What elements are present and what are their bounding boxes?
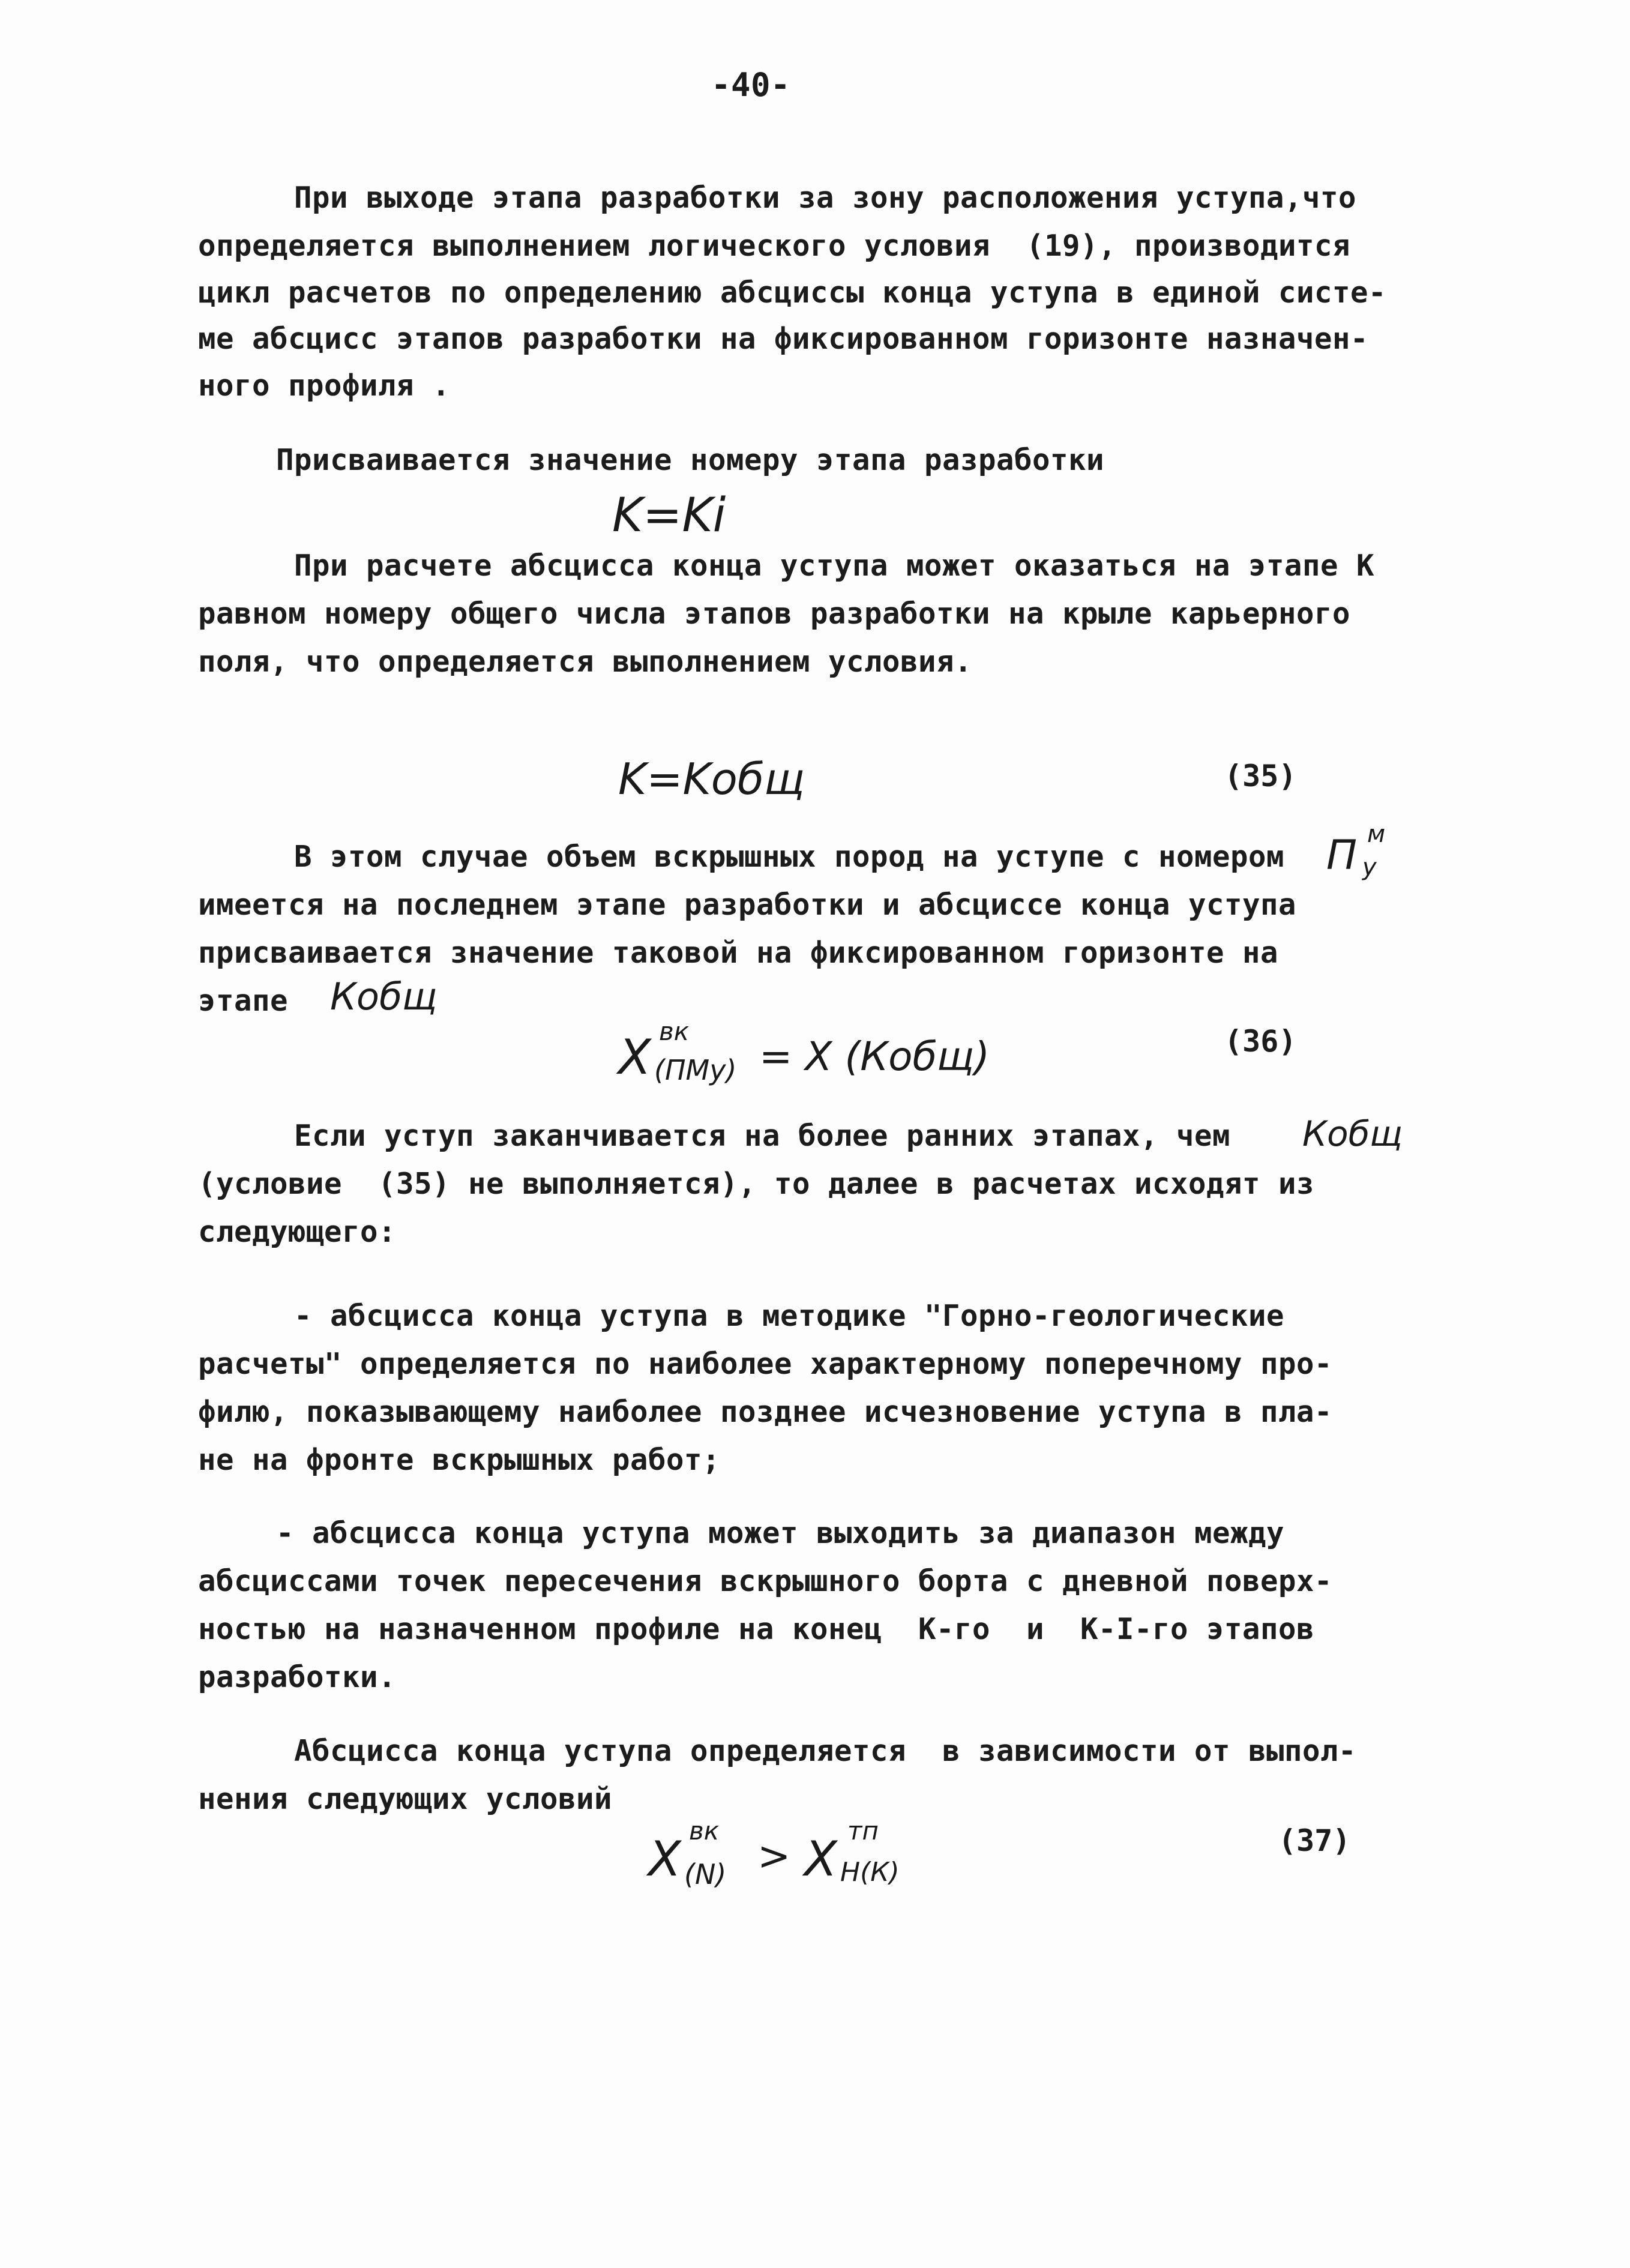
bullet-1-line-1: - абсцисса конца уступа в методике "Горно-геологические	[294, 1299, 1285, 1333]
formula-37-sup2: тп	[847, 1816, 879, 1845]
formula-36-sup: вк	[659, 1017, 690, 1046]
equation-number-35: (35)	[1224, 759, 1297, 793]
bullet-1-line-3: филю, показывающему наиболее позднее исчезновение уступа в пла-	[198, 1395, 1333, 1429]
formula-37-x2: X	[804, 1831, 837, 1887]
bench-number-symbol-sub: у	[1362, 853, 1377, 881]
formula-k-equals-ki: K=Ki	[612, 489, 726, 543]
bench-number-symbol: П	[1326, 832, 1358, 879]
paragraph-4-line-4-prefix: этапе	[198, 984, 289, 1018]
paragraph-6-line-1: Абсцисса конца уступа определяется в зависимости от выпол-	[294, 1734, 1357, 1768]
paragraph-6-line-2: нения следующих условий	[198, 1782, 613, 1816]
paragraph-1-line-2: определяется выполнением логического условия (19), производится	[198, 229, 1351, 263]
formula-36-rhs: = X (Кобщ)	[759, 1033, 990, 1080]
formula-37-operator: >	[757, 1833, 791, 1879]
paragraph-3-line-2: равном номеру общего числа этапов разработки на крыле карьерного	[198, 597, 1351, 631]
paragraph-1-line-5: ного профиля .	[198, 368, 451, 403]
formula-36-sub: (ПМу)	[654, 1054, 737, 1086]
formula-37-x1: X	[648, 1831, 681, 1887]
bullet-2-line-1: - абсцисса конца уступа может выходить за диапазон между	[276, 1516, 1285, 1550]
formula-35: K=Kобщ	[618, 754, 805, 804]
paragraph-5-line-2: (условие (35) не выполняется), то далее в расчетах исходят из	[198, 1167, 1315, 1201]
k-total-symbol-2: Кобщ	[1302, 1113, 1403, 1154]
bench-number-symbol-sup: м	[1367, 820, 1386, 848]
formula-37-sub1: (N)	[684, 1858, 727, 1891]
bullet-2-line-3: ностью на назначенном профиле на конец К-го и К-I-го этапов	[198, 1612, 1315, 1646]
paragraph-1-line-3: цикл расчетов по определению абсциссы конца уступа в единой систе-	[198, 275, 1387, 310]
paragraph-1-line-1: При выходе этапа разработки за зону расположения уступа,что	[294, 181, 1357, 215]
bullet-1-line-2: расчеты" определяется по наиболее характерному поперечному про-	[198, 1347, 1333, 1381]
formula-36-x: X	[618, 1029, 651, 1085]
paragraph-3-line-1: При расчете абсцисса конца уступа может оказаться на этапе К	[294, 549, 1375, 583]
formula-37-sub2: Н(К)	[840, 1857, 900, 1887]
equation-number-36: (36)	[1224, 1024, 1297, 1059]
page-number: -40-	[711, 66, 791, 104]
bullet-2-line-4: разработки.	[198, 1660, 397, 1694]
paragraph-5-line-1: Если уступ заканчивается на более ранних этапах, чем	[294, 1119, 1231, 1153]
paragraph-5-line-3: следующего:	[198, 1215, 397, 1249]
formula-37-sup1: вк	[689, 1816, 720, 1845]
paragraph-4-line-1: В этом случае объем вскрышных пород на уступе с номером	[294, 840, 1285, 874]
equation-number-37: (37)	[1278, 1823, 1351, 1858]
paragraph-4-line-2: имеется на последнем этапе разработки и абсциссе конца уступа	[198, 888, 1297, 922]
k-total-symbol: Кобщ	[330, 975, 438, 1018]
paragraph-4-line-3: присваивается значение таковой на фиксированном горизонте на	[198, 936, 1279, 970]
paragraph-3-line-3: поля, что определяется выполнением условия.	[198, 645, 973, 679]
paragraph-2: Присваивается значение номеру этапа разработки	[276, 443, 1105, 477]
bullet-1-line-4: не на фронте вскрышных работ;	[198, 1443, 721, 1477]
bullet-2-line-2: абсциссами точек пересечения вскрышного борта с дневной поверх-	[198, 1564, 1333, 1598]
paragraph-1-line-4: ме абсцисс этапов разработки на фиксированном горизонте назначен-	[198, 322, 1369, 356]
